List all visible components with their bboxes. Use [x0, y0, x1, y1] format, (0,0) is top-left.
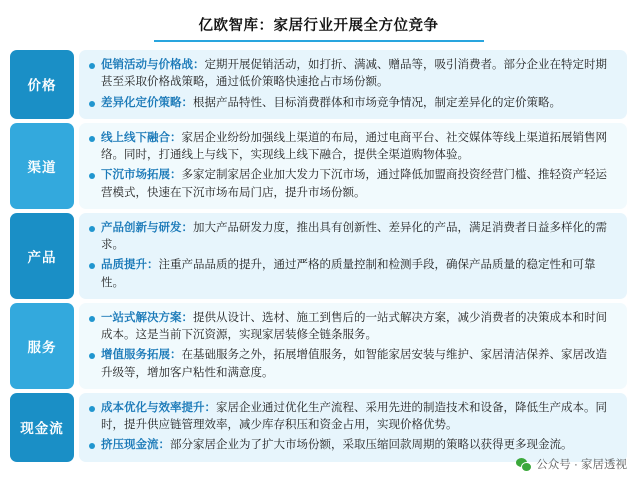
bullet-lead: 线上线下融合：	[101, 131, 182, 144]
bullet-text	[101, 95, 561, 112]
bullet-body: 多家定制家居企业加大发力下沉市场，通过降低加盟商投资经营门槛、推轻资产轻运营模式，快速在下沉市场布局门店，提升市场份额。	[101, 169, 607, 199]
row-label-channel: 渠道	[10, 123, 74, 209]
list-item	[89, 57, 617, 92]
list-item	[89, 220, 617, 255]
bullet-text	[101, 257, 617, 292]
table-row	[10, 50, 627, 119]
bullet-dot-icon	[89, 353, 95, 359]
bullet-lead: 成本优化与效率提升：	[101, 401, 216, 414]
row-content-price	[79, 50, 627, 119]
bullet-lead: 差异化定价策略：	[101, 96, 193, 109]
bullet-dot-icon	[89, 101, 95, 107]
bullet-body: 注重产品品质的提升，通过严格的质量控制和检测手段，确保产品质量的稳定性和可靠性。	[101, 259, 596, 289]
bullet-body: 定期开展促销活动，如打折、满减、赠品等，吸引消费者。部分企业在特定时期甚至采取价格战策略，通过低价策略快速抢占市场份额。	[101, 59, 607, 89]
footer-watermark	[516, 456, 627, 472]
bullet-text	[101, 220, 617, 255]
bullet-body: 加大产品研发力度，推出具有创新性、差异化的产品，满足消费者日益多样化的需求。	[101, 221, 607, 251]
bullet-dot-icon	[89, 316, 95, 322]
bullet-dot-icon	[89, 173, 95, 179]
table-row	[10, 123, 627, 209]
footer-text: 公众号 · 家居透视	[536, 459, 627, 471]
list-item	[89, 130, 617, 165]
page-title: 亿欧智库：家居行业开展全方位竞争	[198, 18, 439, 34]
row-content-service	[79, 303, 627, 389]
wechat-icon	[516, 458, 531, 471]
list-item	[89, 95, 617, 112]
row-label-product: 产品	[10, 213, 74, 299]
title-area	[0, 0, 637, 46]
bullet-lead: 增值服务拓展：	[101, 349, 182, 362]
bullet-lead: 下沉市场拓展：	[101, 169, 182, 182]
bullet-dot-icon	[89, 136, 95, 142]
row-label-price: 价格	[10, 50, 74, 119]
bullet-dot-icon	[89, 443, 95, 449]
bullet-lead: 一站式解决方案：	[101, 311, 193, 324]
title-underline	[154, 40, 484, 42]
row-label-cashflow: 现金流	[10, 393, 74, 462]
bullet-lead: 品质提升：	[101, 259, 159, 272]
bullet-dot-icon	[89, 63, 95, 69]
bullet-lead: 产品创新与研发：	[101, 221, 193, 234]
list-item	[89, 167, 617, 202]
bullet-text	[101, 167, 617, 202]
list-item	[89, 347, 617, 382]
bullet-text	[101, 400, 617, 435]
bullet-text	[101, 310, 617, 345]
list-item	[89, 257, 617, 292]
bullet-lead: 挤压现金流：	[101, 439, 170, 452]
bullet-dot-icon	[89, 226, 95, 232]
bullet-lead: 促销活动与价格战：	[101, 59, 205, 71]
bullet-body: 部分家居企业为了扩大市场份额，采取压缩回款周期的策略以获得更多现金流。	[170, 439, 573, 452]
row-content-channel	[79, 123, 627, 209]
list-item	[89, 310, 617, 345]
bullet-body: 家居企业通过优化生产流程、采用先进的制造技术和设备，降低生产成本。同时，提升供应链管理效率，减少库存积压和资金占用，实现价格优势。	[101, 401, 607, 431]
table-row	[10, 213, 627, 299]
bullet-text	[101, 347, 617, 382]
bullet-dot-icon	[89, 263, 95, 269]
row-content-product	[79, 213, 627, 299]
rows-container	[0, 46, 637, 462]
bullet-text	[101, 57, 617, 92]
bullet-body: 提供从设计、选材、施工到售后的一站式解决方案，减少消费者的决策成本和时间成本。这是当前下沉资源，实现家居装修全链条服务。	[101, 311, 607, 341]
table-row	[10, 393, 627, 462]
list-item	[89, 400, 617, 435]
bullet-text	[101, 130, 617, 165]
bullet-body: 家居企业纷纷加强线上渠道的布局，通过电商平台、社交媒体等线上渠道拓展销售网络。同时，打通线上与线下，实现线上线下融合，提供全渠道购物体验。	[101, 131, 607, 161]
row-content-cashflow	[79, 393, 627, 462]
row-label-service: 服务	[10, 303, 74, 389]
table-row	[10, 303, 627, 389]
bullet-body: 在基础服务之外，拓展增值服务，如智能家居安装与维护、家居清洁保养、家居改造升级等，增加客户粘性和满意度。	[101, 349, 607, 379]
list-item	[89, 437, 617, 454]
bullet-body: 根据产品特性、目标消费群体和市场竞争情况，制定差异化的定价策略。	[193, 96, 561, 109]
bullet-dot-icon	[89, 406, 95, 412]
bullet-text	[101, 437, 573, 454]
